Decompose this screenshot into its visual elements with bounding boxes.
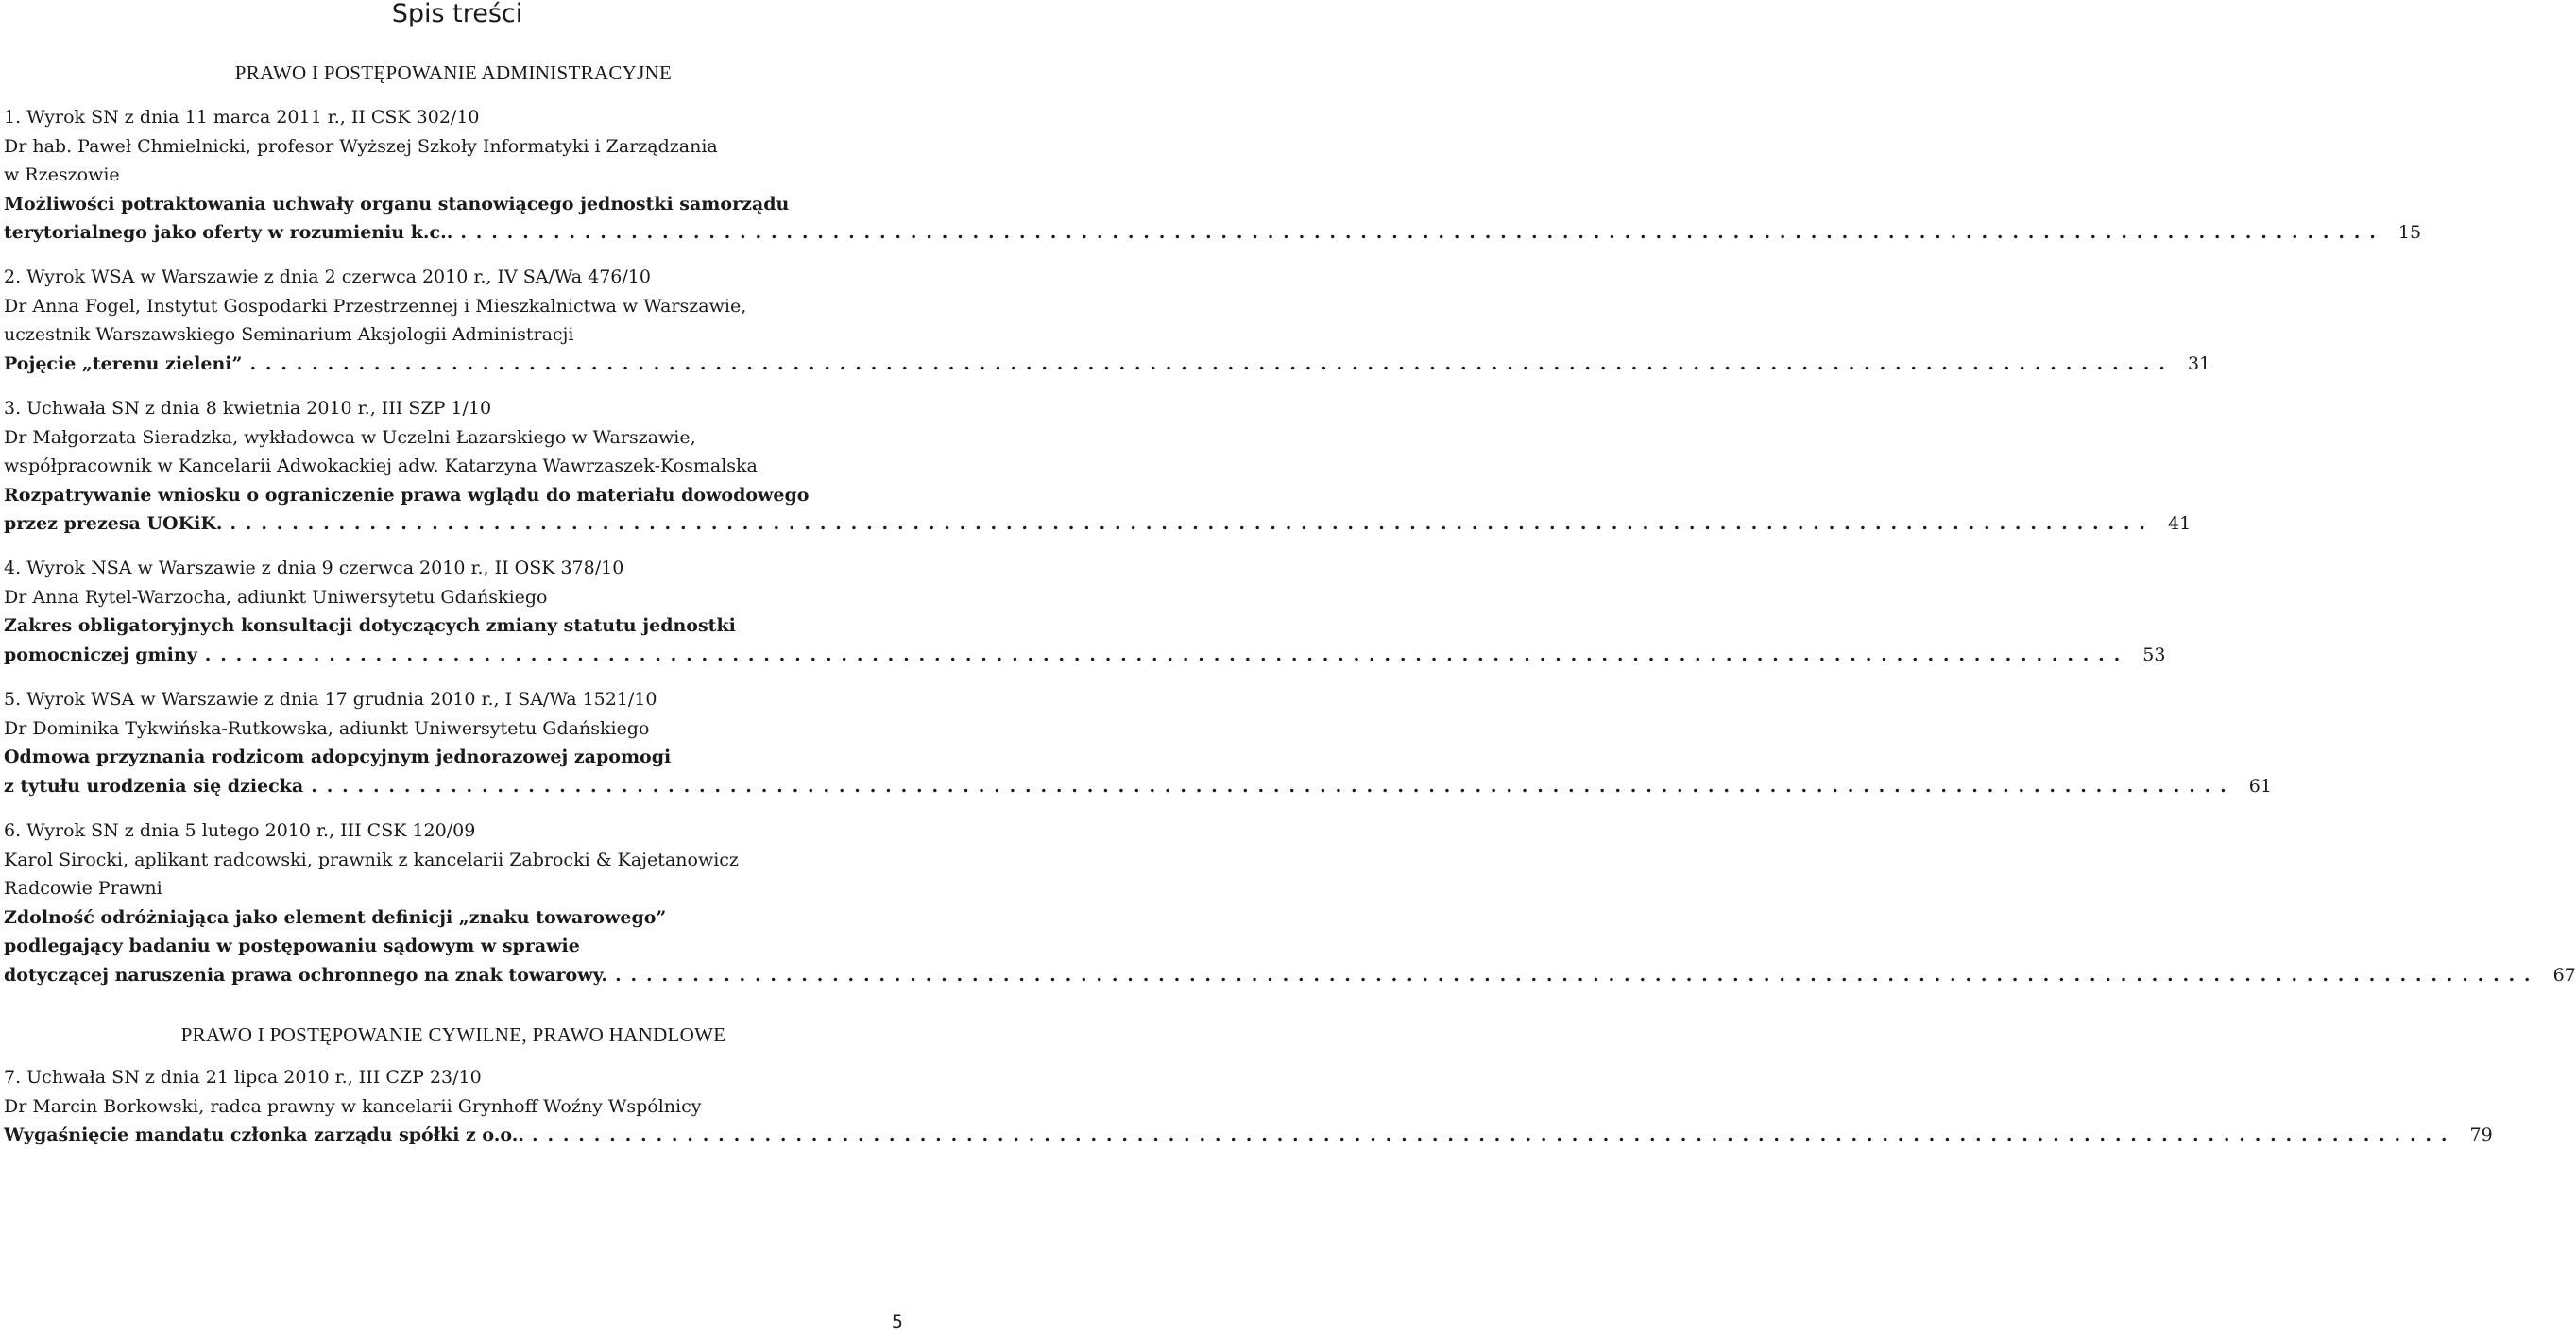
entry-author: Dr Małgorzata Sieradzka, wykładowca w Uczelni Łazarskiego w Warszawie, <box>4 426 696 448</box>
entry-author: Radcowie Prawni <box>4 878 162 899</box>
entry-title-last: z tytułu urodzenia się dziecka <box>4 775 304 797</box>
entry-author: Dr Marcin Borkowski, radca prawny w kancelarii Grynhoff Woźny Wspólnicy <box>4 1095 702 1117</box>
entry-title-last: pomocniczej gminy <box>4 644 197 665</box>
entry-title: Możliwości potraktowania uchwały organu stanowiącego jednostki samorządu <box>4 193 790 215</box>
entry-ruling: 5. Wyrok WSA w Warszawie z dnia 17 grudnia 2010 r., I SA/Wa 1521/10 <box>4 689 657 710</box>
dot-leader <box>309 776 2226 797</box>
entry-author: w Rzeszowie <box>4 164 120 185</box>
toc-page <box>4 0 2576 1339</box>
entry-ruling: 2. Wyrok WSA w Warszawie z dnia 2 czerwca 2010 r., IV SA/Wa 476/10 <box>4 266 651 287</box>
entry-page-number: 61 <box>2248 775 2272 797</box>
entry-ruling: 1. Wyrok SN z dnia 11 marca 2011 r., II CSK 302/10 <box>4 107 480 128</box>
entry-author: Dr Dominika Tykwińska-Rutkowska, adiunkt Uniwersytetu Gdańskiego <box>4 717 650 739</box>
entry-title-leader[interactable] <box>4 641 2166 670</box>
entry-page-number: 67 <box>2552 964 2576 986</box>
entry-title-last: przez prezesa UOKiK. <box>4 513 223 534</box>
dot-leader <box>247 353 2164 374</box>
entry-title-last: terytorialnego jako oferty w rozumieniu k.c.. <box>4 222 453 243</box>
entry-title: podlegający badaniu w postępowaniu sądowym w sprawie <box>4 936 580 956</box>
entry-title-leader[interactable] <box>4 772 2272 801</box>
toc-entry-4 <box>4 554 2166 669</box>
dot-leader <box>613 965 2530 986</box>
entry-page-number: 41 <box>2168 513 2192 534</box>
entry-author: uczestnik Warszawskiego Seminarium Aksjologii Administracji <box>4 324 574 345</box>
entry-title-last: Pojęcie „terenu zieleni” <box>4 352 243 374</box>
entry-title-last: dotyczącej naruszenia prawa ochronnego na znak towarowy. <box>4 964 608 986</box>
toc-entry-1 <box>4 103 2422 248</box>
toc-entry-5 <box>4 685 2272 800</box>
entry-title-leader[interactable] <box>4 350 2211 379</box>
entry-ruling: 7. Uchwała SN z dnia 21 lipca 2010 r., III CZP 23/10 <box>4 1067 482 1088</box>
entry-author: Karol Sirocki, aplikant radcowski, prawnik z kancelarii Zabrocki & Kajetanowicz <box>4 849 739 870</box>
entry-title-last: Wygaśnięcie mandatu członka zarządu spółki z o.o.. <box>4 1124 524 1145</box>
toc-entry-2 <box>4 263 2211 378</box>
dot-leader <box>229 513 2145 534</box>
entry-title: Rozpatrywanie wniosku o ograniczenie prawa wglądu do materiału dowodowego <box>4 484 810 506</box>
entry-title-leader[interactable] <box>4 1121 2493 1150</box>
entry-page-number: 31 <box>2187 352 2211 374</box>
entry-title-leader[interactable] <box>4 961 2576 990</box>
entry-title-leader[interactable] <box>4 509 2192 539</box>
toc-entry-3 <box>4 394 2192 539</box>
entry-ruling: 4. Wyrok NSA w Warszawie z dnia 9 czerwca 2010 r., II OSK 378/10 <box>4 558 624 578</box>
dot-leader <box>530 1124 2447 1145</box>
entry-author: Dr Anna Rytel-Warzocha, adiunkt Uniwersytetu Gdańskiego <box>4 586 548 608</box>
dot-leader <box>203 644 2120 665</box>
entry-author: Dr Anna Fogel, Instytut Gospodarki Przestrzennej i Mieszkalnictwa w Warszawie, <box>4 295 747 317</box>
entry-author: współpracownik w Kancelarii Adwokackiej adw. Katarzyna Wawrzaszek-Kosmalska <box>4 455 758 476</box>
entry-title: Zdolność odróżniająca jako element definicji „znaku towarowego” <box>4 906 667 928</box>
toc-entry-7 <box>4 1063 2493 1150</box>
entry-page-number: 53 <box>2142 644 2166 665</box>
entry-page-number: 15 <box>2397 222 2422 243</box>
toc-entry-6 <box>4 816 2576 989</box>
entry-author: Dr hab. Paweł Chmielnicki, profesor Wyższej Szkoły Informatyki i Zarządzania <box>4 135 718 157</box>
entry-ruling: 3. Uchwała SN z dnia 8 kwietnia 2010 r., III SZP 1/10 <box>4 398 492 419</box>
entry-title: Zakres obligatoryjnych konsultacji dotyczących zmiany statutu jednostki <box>4 615 736 636</box>
entry-ruling: 6. Wyrok SN z dnia 5 lutego 2010 r., III CSK 120/09 <box>4 820 476 841</box>
section-heading-civil: PRAWO I POSTĘPOWANIE CYWILNE, PRAWO HANDLOWE <box>180 1023 726 1046</box>
page-number: 5 <box>891 1312 903 1332</box>
entry-page-number: 79 <box>2469 1124 2493 1145</box>
entry-title-leader[interactable] <box>4 218 2422 248</box>
page-title: Spis treści <box>391 0 523 28</box>
section-heading-administrative: PRAWO I POSTĘPOWANIE ADMINISTRACYJNE <box>234 61 673 84</box>
dot-leader <box>458 222 2375 243</box>
entry-title: Odmowa przyznania rodzicom adopcyjnym jednorazowej zapomogi <box>4 747 672 767</box>
